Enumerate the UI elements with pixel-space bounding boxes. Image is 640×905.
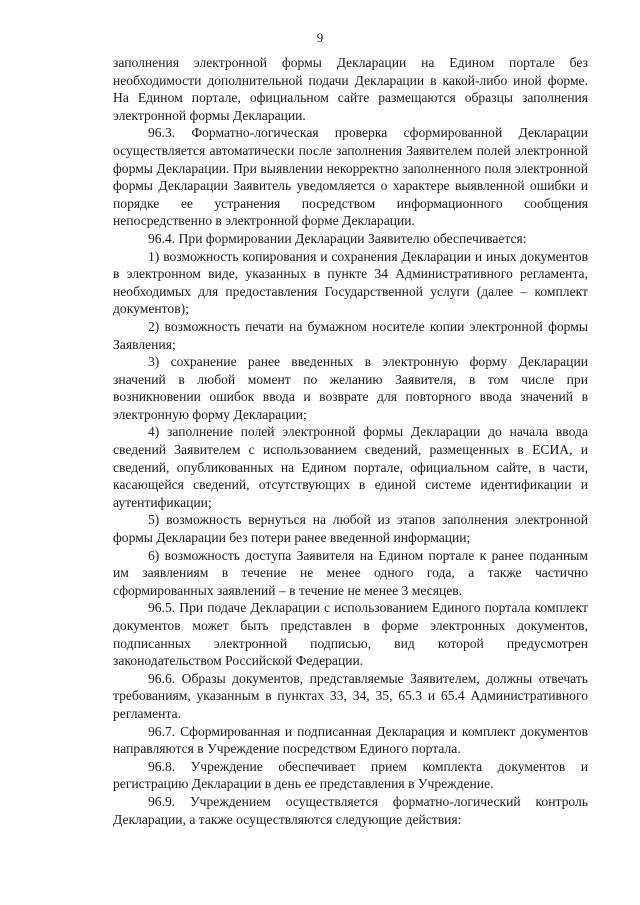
paragraph-96-7: 96.7. Сформированная и подписанная Декларация и комплект документов направляются в Учреждение посредством Единого портала. [113, 723, 588, 757]
page-number: 9 [316, 30, 324, 45]
list-item-3: 3) сохранение ранее введенных в электронную форму Декларации значений в любой момент по желанию Заявителя, в том числе при возникновении ошибок ввода и возврате для повторного ввода значений в электронную форму Декларации; [113, 354, 588, 422]
paragraph-96-5: 96.5. При подаче Декларации с использованием Единого портала комплект документов может быть представлен в форме электронных документов, подписанных электронной подписью, вид которой предусмотрен законодательством Российской Федерации. [113, 600, 588, 669]
paragraph-96-4: 96.4. При формировании Декларации Заявителю обеспечивается: [148, 230, 527, 246]
paragraph-continuation: заполнения электронной формы Декларации на Едином портале без необходимости дополнительной подачи Декларации в какой-либо иной форме. На Едином портале, официальном сайте размещаются образцы заполнения электронной формы Декларации. [113, 55, 588, 123]
document-body [113, 54, 588, 828]
list-item-4: 4) заполнение полей электронной формы Декларации до начала ввода сведений Заявителем с использованием сведений, размещенных в ЕСИА, и сведений, опубликованных на Едином портале, официальном сайте, в части, касающейся сведений, отсутствующих в единой системе идентификации и аутентификации; [113, 424, 588, 510]
list-item-5: 5) возможность вернуться на любой из этапов заполнения электронной формы Декларации без потери ранее введенной информации; [113, 512, 588, 546]
list-item-1: 1) возможность копирования и сохранения Декларации и иных документов в электронном виде, указанных в пункте 34 Административного регламента, необходимых для предоставления Государственной услуги (далее – комплект документов); [113, 248, 588, 317]
list-item-6: 6) возможность доступа Заявителя на Едином портале к ранее поданным им заявлениям в течение не менее одного года, а также частично сформированных заявлений – в течение не менее 3 месяцев. [113, 547, 588, 598]
paragraph-96-8: 96.8. Учреждение обеспечивает прием комплекта документов и регистрацию Декларации в день ее представления в Учреждение. [113, 758, 588, 792]
list-item-2: 2) возможность печати на бумажном носителе копии электронной формы Заявления; [113, 318, 588, 352]
paragraph-96-3: 96.3. Форматно-логическая проверка сформированной Декларации осуществляется автоматически после заполнения Заявителем полей электронной формы Декларации. При выявлении некорректно заполненного поля электронной формы Декларации Заявитель уведомляется о характере выявленной ошибки и порядке ее устранения посредством информационного сообщения непосредственно в электронной форме Декларации. [113, 125, 588, 229]
paragraph-96-6: 96.6. Образы документов, представляемые Заявителем, должны отвечать требованиям, указанным в пунктах 33, 34, 35, 65.3 и 65.4 Административного регламента. [113, 670, 588, 721]
paragraph-96-9: 96.9. Учреждением осуществляется форматно-логический контроль Декларации, а также осуществляются следующие действия: [113, 793, 588, 827]
